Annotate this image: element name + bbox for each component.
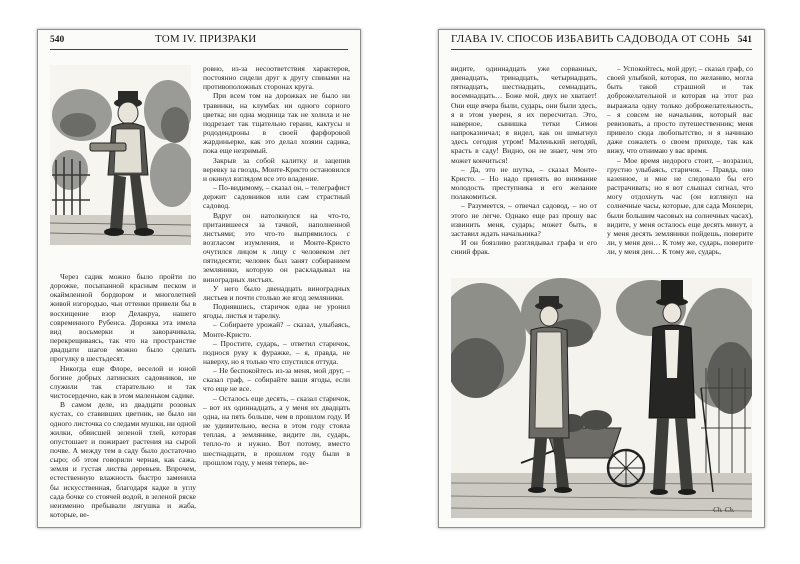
paragraph: Вдруг он натолкнулся на что-то, притаившееся за тачкой, наполненной листьями; это что-то выпрямилось с возгласом изумления, и Монте-Кристо очутился лицом к лицу с человеком лет пятидесяти; человек был занят собиранием земляники, которую он раскладывал на виноградных листьях. [203, 210, 350, 284]
paragraph: – По-видимому, – сказал он, – телеграфист держит садовников или сам страстный садовод. [203, 183, 350, 211]
paragraph: – Не беспокойтесь из-за меня, мой друг, – сказал граф, – собирайте ваши ягоды, если что еще не все. [203, 366, 350, 394]
page-header [439, 30, 764, 48]
header-rule [451, 49, 752, 50]
running-title: ГЛАВА IV. СПОСОБ ИЗБАВИТЬ САДОВОДА ОТ СОНЬ [451, 33, 730, 45]
paragraph: – Осталось еще десять, – сказал старичок, – вот их одиннадцать, а у меня их двадцать одна, на пять больше, чем в прошлом году. И не удивительно, весна в этом году стояла теплая, а землянике, видите ли, сударь, тепло-то и нужно. Вот потому, вместо шестнадцати, в прошлом году были в прошлом году, у меня теперь, ве- [203, 393, 350, 467]
paragraph: – Успокойтесь, мой друг, – сказал граф, со своей улыбкой, которая, по желанию, могла быть такой страшной и так доброжелательной и которая на этот раз выражала одну только доброжелательность, – я совсем не начальник, который вас ревизовать, а просто путешественник; меня привело сюда любопытство, и я начинаю даже сожалеть о своем приходе, так как вижу, что отнимаю у вас время. [607, 64, 753, 156]
text-column-right [607, 64, 753, 256]
paragraph: видите, одиннадцать уже сорванных, двенадцать, тринадцать, четырнадцать, пятнадцать, шестнадцать, семнадцать, восемнадцать… Боже мой, двух не хватает! Они еще вчера были, сударь, они были здесь, я в этом уверен, я их пересчитал. Это, наверное, сынишка тетки Симон напроказничал; я видел, как он шмыгнул здесь сегодня утром! Маленький негодяй, красть в саду! Видно, он не знает, чем это может кончиться! [451, 64, 597, 165]
paragraph: – Мое время недорого стоит, – возразил, грустно улыбаясь, старичок. – Правда, оно казенное, и мне не следовало бы его растрачивать; но я вот слышал сигнал, что могу отдохнуть час (он взглянул на солнечные часы, которые, для сада Монлери, были большим часовых на солнечных часах), видите, у меня осталось еще десять минут, а у меня десять земляники пойдешь, поверите ли, у меня ден… К тому же, сударь, поверите ли, у меня ден… К тому же, сударь, [607, 155, 753, 257]
page-header [38, 30, 360, 48]
paragraph: – Собираете урожай? – сказал, улыбаясь, Монте-Кристо. [203, 320, 350, 339]
paragraph: ровно, из-за несоответствия характеров, постоянно сидели друг к другу спинами на противоположных сторонах круга. [203, 64, 350, 92]
paragraph: Поднявшись, старичок едва не уронил ягоды, листья и тарелку. [203, 302, 350, 321]
paragraph: – Разумеется, – отвечал садовод, – но от этого не легче. Однако еще раз прошу вас извинить меня, сударь; может быть, я заставил ждать начальника? [451, 201, 597, 238]
left-page [37, 29, 361, 528]
paragraph: В самом деле, из двадцати розовых кустах, со ставивших цветник, не было ни одного листочка со следами мушки, ни одной жилки, обвисшей зеленой тлей, которая опустошает и пожирает растения на сырой почве. А между тем в саду было достаточно сыро; об этом говорили черная, как сажа, земля и густая листва деревьев. Впрочем, естественную влажность быстро заменила бы искусственная, благодаря кадке в углу сада бочке со стоячей водой, в зеленой ряске неизменно пребывали лягушка и жаба, которые, ве- [50, 400, 196, 520]
page-number: 541 [737, 35, 752, 45]
gardener-illustration [50, 65, 191, 245]
paragraph: – Простите, сударь, – ответил старичок, поднося руку к фуражке, – я, правда, не наверху, но я только что спустился оттуда. [203, 338, 350, 366]
garden-scene-engraving-icon [451, 278, 752, 518]
paragraph: У него было двенадцать виноградных листьев и почти столько же ягод земляники. [203, 283, 350, 302]
page-number: 540 [50, 35, 65, 45]
text-column-left [451, 64, 597, 256]
paragraph: Через садик можно было пройти по дорожке, посыпанной красным песком и окаймленной бордюром и многолетней живой изгородью, чьи оттенки привели бы в восхищение взор Делакруа, нашего современного Рубенса. Дорожка эта имела вид восьмерки и заворачивала, перекрещиваясь, так что на пространстве двадцати шагов можно было сделать прогулку в шестьдесят. [50, 272, 196, 364]
header-rule [50, 49, 348, 50]
paragraph: – Да, это не шутка, – сказал Монте-Кристо. – Но надо принять во внимание молодость преступника и его желание полакомиться. [451, 164, 597, 202]
paragraph: При всем том на дорожках не было ни травинки, на клумбах ни одного сорного цветка; ни одна модница так не холила и не подрезает так тщательно герани, кактусы и рододендроны в своей фарфоровой жардиньерке, как это делал хозяин садика, пока еще незримый. [203, 91, 350, 156]
scene-illustration [451, 278, 752, 518]
paragraph: И он боязливо разглядывал графа и его синий фрак. [451, 237, 597, 257]
artist-signature: Ch. Ch. [713, 506, 735, 514]
paragraph: Закрыв за собой калитку и зацепив веревку за гвоздь, Монте-Кристо остановился и окинул взглядом все это владение. [203, 155, 350, 183]
gardener-engraving-icon [50, 65, 191, 245]
paragraph: Никогда еще Флоре, веселой и юной богине добрых латинских садовников, не служили так старательно и так чистосердечно, как в этом маленьком садике. [50, 363, 196, 401]
right-page [438, 29, 765, 528]
text-column-right [203, 64, 350, 467]
text-column-left [50, 272, 196, 519]
running-title: ТОМ IV. ПРИЗРАКИ [155, 33, 257, 45]
